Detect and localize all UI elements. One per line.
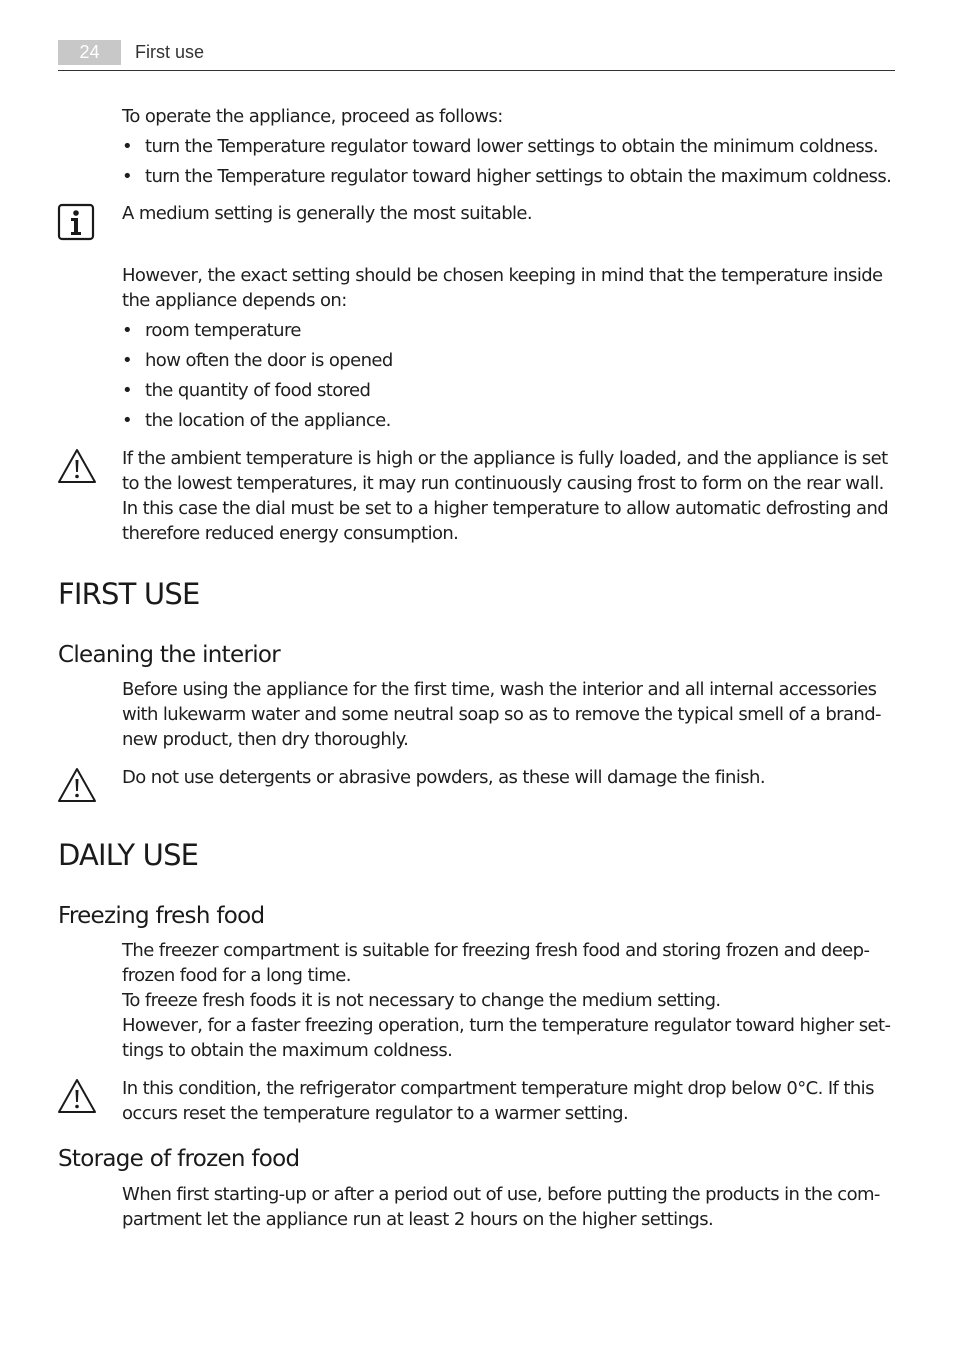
warning-text-line: to the lowest temperatures, it may run continuously causing frost to form on the rear wall.	[122, 473, 884, 494]
warning-text-line: occurs reset the temperature regulator to a warmer setting.	[122, 1103, 629, 1124]
section-title-daily-use: DAILY USE	[58, 838, 199, 872]
page-number: 24	[58, 40, 121, 65]
paragraph-line: However, for a faster freezing operation, turn the temperature regulator toward higher set-	[122, 1015, 891, 1036]
paragraph-line: partment let the appliance run at least 2 hours on the higher settings.	[122, 1209, 714, 1230]
warning-text-line: If the ambient temperature is high or the appliance is fully loaded, and the appliance is set	[122, 448, 888, 469]
subsection-title-storage: Storage of frozen food	[58, 1146, 300, 1172]
warning-text-line: therefore reduced energy consumption.	[122, 523, 459, 544]
bullet-glyph: •	[122, 166, 133, 187]
info-note: A medium setting is generally the most suitable.	[122, 203, 533, 224]
warning-text-line: Do not use detergents or abrasive powders, as these will damage the finish.	[122, 767, 765, 788]
warning-text-line: In this case the dial must be set to a higher temperature to allow automatic defrosting and	[122, 498, 889, 519]
warning-icon	[57, 1078, 97, 1114]
paragraph-line: The freezer compartment is suitable for freezing fresh food and storing frozen and deep-	[122, 940, 870, 961]
section-title-first-use: FIRST USE	[58, 577, 200, 611]
bullet-glyph: •	[122, 136, 133, 157]
paragraph-line: the appliance depends on:	[122, 290, 347, 311]
header-rule	[58, 70, 895, 71]
bullet-glyph: •	[122, 410, 133, 431]
paragraph-line: frozen food for a long time.	[122, 965, 351, 986]
paragraph-line: To freeze fresh foods it is not necessary to change the medium setting.	[122, 990, 721, 1011]
paragraph-line: with lukewarm water and some neutral soap so as to remove the typical smell of a brand-	[122, 704, 881, 725]
info-icon	[57, 203, 95, 241]
bullet-glyph: •	[122, 380, 133, 401]
warning-icon	[57, 767, 97, 803]
paragraph-line: Before using the appliance for the first time, wash the interior and all internal accessories	[122, 679, 877, 700]
running-header: First use	[135, 42, 205, 62]
paragraph-line: tings to obtain the maximum coldness.	[122, 1040, 453, 1061]
paragraph-line: However, the exact setting should be chosen keeping in mind that the temperature inside	[122, 265, 883, 286]
paragraph-line: When first starting-up or after a period out of use, before putting the products in the com-	[122, 1184, 880, 1205]
warning-icon	[57, 448, 97, 484]
intro-lead: To operate the appliance, proceed as follows:	[122, 106, 503, 127]
subsection-title-freezing: Freezing fresh food	[58, 903, 265, 929]
paragraph-line: new product, then dry thoroughly.	[122, 729, 409, 750]
subsection-title-cleaning: Cleaning the interior	[58, 642, 281, 668]
warning-text-line: In this condition, the refrigerator compartment temperature might drop below 0°C. If this	[122, 1078, 874, 1099]
bullet-glyph: •	[122, 350, 133, 371]
bullet-glyph: •	[122, 320, 133, 341]
